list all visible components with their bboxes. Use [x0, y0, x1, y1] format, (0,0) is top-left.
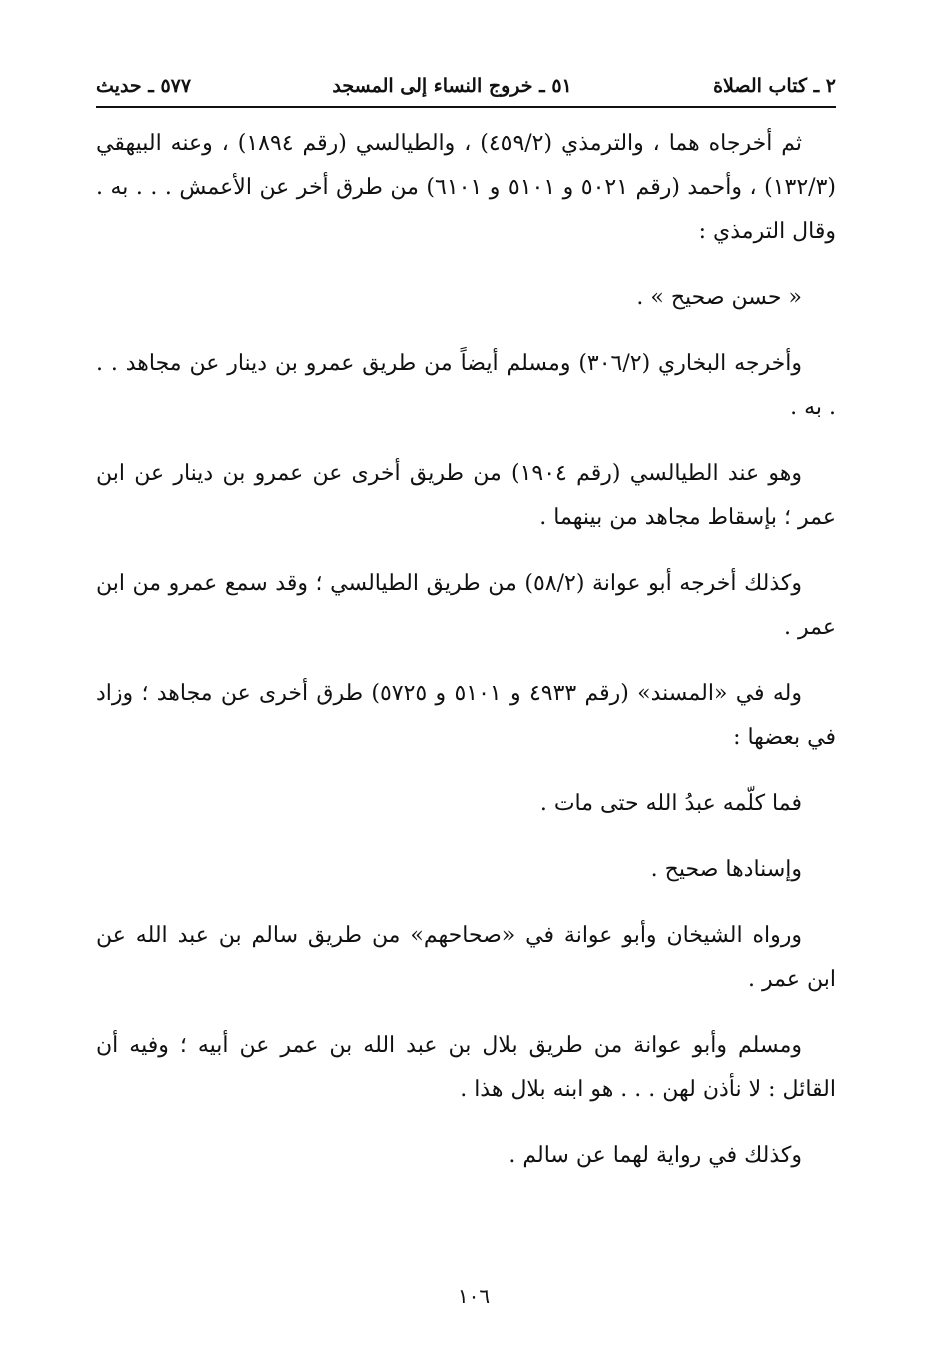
paragraph: وكذلك في رواية لهما عن سالم .	[508, 1143, 802, 1168]
body-text	[96, 122, 836, 1200]
paragraph: وإسنادها صحيح .	[650, 857, 802, 882]
paragraph: وأخرجه البخاري (٣٠٦/٢) ومسلم أيضاً من طريق عمرو بن دينار عن مجاهد . . . به .	[96, 351, 836, 420]
paragraph: وهو عند الطيالسي (رقم ١٩٠٤) من طريق أخرى عن عمرو بن دينار عن ابن عمر ؛ بإسقاط مجاهد من بينهما .	[96, 461, 836, 530]
paragraph: ورواه الشيخان وأبو عوانة في «صحاحهم» من طريق سالم بن عبد الله عن ابن عمر .	[96, 923, 836, 992]
paragraph-quote: « حسن صحيح » .	[636, 285, 802, 310]
header-book-title: ٢ ـ كتاب الصلاة	[713, 75, 836, 97]
paragraph: وله في «المسند» (رقم ٤٩٣٣ و ٥١٠١ و ٥٧٢٥) طرق أخرى عن مجاهد ؛ وزاد في بعضها :	[96, 681, 836, 750]
header-chapter-title: ٥١ ـ خروج النساء إلى المسجد	[332, 75, 572, 97]
page-number: ١٠٦	[457, 1284, 491, 1308]
paragraph: وكذلك أخرجه أبو عوانة (٥٨/٢) من طريق الطيالسي ؛ وقد سمع عمرو من ابن عمر .	[96, 571, 836, 640]
paragraph-quote: فما كلّمه عبدُ الله حتى مات .	[539, 791, 802, 816]
paragraph: ومسلم وأبو عوانة من طريق بلال بن عبد الله بن عمر عن أبيه ؛ وفيه أن القائل : لا نأذن لهن . . . هو ابنه بلال هذا .	[96, 1033, 836, 1102]
header-hadith-number: ٥٧٧ ـ حديث	[96, 75, 192, 97]
paragraph: ثم أخرجاه هما ، والترمذي (٤٥٩/٢) ، والطيالسي (رقم ١٨٩٤) ، وعنه البيهقي (١٣٢/٣) ، وأحمد (رقم ٥٠٢١ و ٥١٠١ و ٦١٠١) من طرق أخر عن الأعمش . . . به . وقال الترمذي :	[96, 131, 836, 244]
running-header	[96, 66, 836, 108]
